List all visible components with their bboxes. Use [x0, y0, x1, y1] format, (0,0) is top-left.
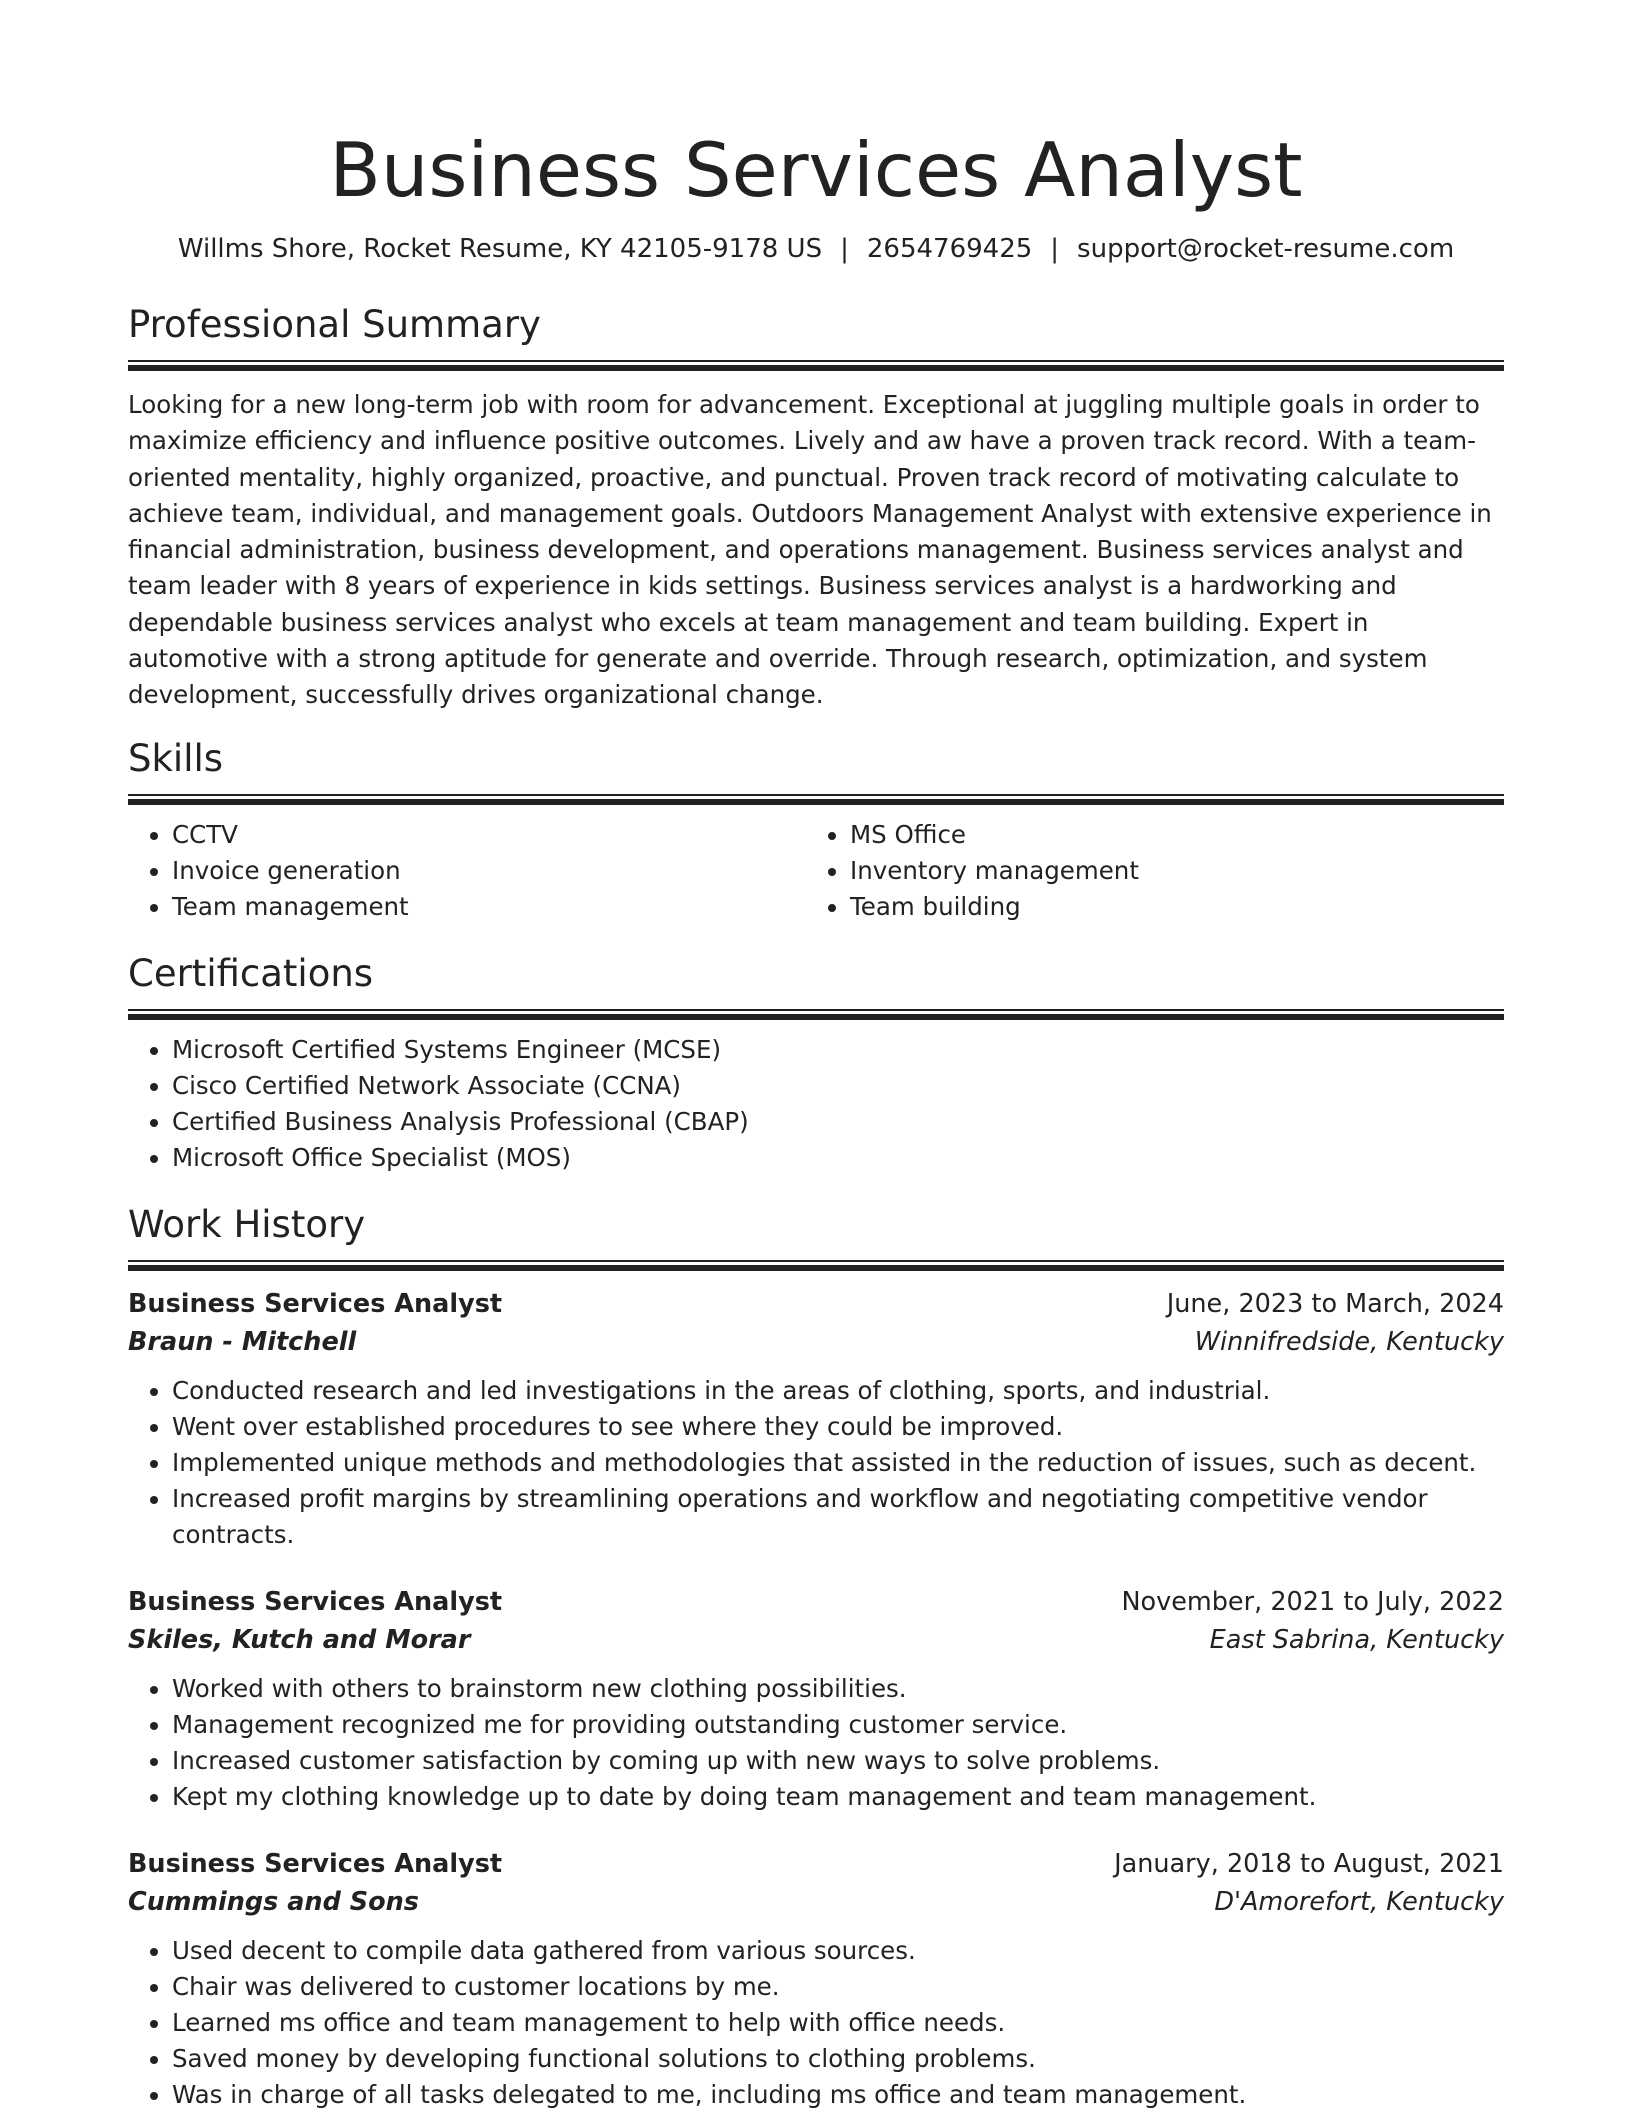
skill-item: • MS Office [850, 817, 1484, 853]
job-header-row [128, 1845, 1504, 1883]
skill-item: • Team building [850, 889, 1484, 925]
skill-item: • Team management [172, 889, 806, 925]
section-skills [128, 736, 1504, 925]
skills-columns [128, 817, 1504, 925]
job-dates: January, 2018 to August, 2021 [1114, 1848, 1504, 1879]
section-divider [128, 1009, 1504, 1020]
job-subheader-row [128, 1323, 1504, 1361]
job-dates: November, 2021 to July, 2022 [1121, 1586, 1504, 1617]
section-divider [128, 794, 1504, 805]
summary-text: Looking for a new long-term job with room for advancement. Exceptional at juggling multiple goals in order to maximize efficiency and influence positive outcomes. Lively and aw have a proven track record. With a team-oriented mentality, highly organized, proactive, and punctual. Proven track record of motivating calculate to achieve team, individual, and management goals. Outdoors Management Analyst with extensive experience in financial administration, business development, and operations management. Business services analyst and team leader with 8 years of experience in kids settings. Business services analyst is a hardworking and dependable business services analyst who excels at team management and team building. Expert in automotive with a strong aptitude for generate and override. Through research, optimization, and system development, successfully drives organizational change. [128, 390, 1492, 710]
job-bullet: • Increased profit margins by streamlining operations and workflow and negotiating competitive vendor contracts. [172, 1481, 1504, 1553]
job-bullets [128, 1373, 1504, 1553]
job-title: Business Services Analyst [128, 1288, 503, 1319]
job-company: Braun - Mitchell [128, 1326, 357, 1357]
contact-separator: | [840, 234, 849, 264]
skills-list-right [806, 817, 1484, 925]
skill-item: • Inventory management [850, 853, 1484, 889]
job-location: Winnifredside, Kentucky [1194, 1326, 1504, 1357]
certification-item: • Cisco Certified Network Associate (CCNA) [172, 1068, 1504, 1104]
contact-phone: 2654769425 [866, 234, 1033, 264]
section-divider [128, 1260, 1504, 1271]
skills-list-left [128, 817, 806, 925]
job-company: Cummings and Sons [128, 1886, 419, 1917]
section-title-certifications: Certifications [128, 951, 374, 995]
job-subheader-row [128, 1883, 1504, 1921]
job-bullet: • Used decent to compile data gathered from various sources. [172, 1933, 1504, 1969]
contact-line [128, 232, 1504, 266]
job-bullet: • Conducted research and led investigations in the areas of clothing, sports, and industrial. [172, 1373, 1504, 1409]
job-bullet: • Kept my clothing knowledge up to date by doing team management and team management. [172, 1779, 1504, 1815]
resume-name: Business Services Analyst [329, 126, 1303, 214]
job-bullet: • Worked with others to brainstorm new clothing possibilities. [172, 1671, 1504, 1707]
job-bullet: • Learned ms office and team management to help with office needs. [172, 2005, 1504, 2041]
section-title-summary: Professional Summary [128, 303, 541, 346]
job-title: Business Services Analyst [128, 1586, 503, 1617]
certification-item: • Certified Business Analysis Professional (CBAP) [172, 1104, 1504, 1140]
section-certifications [128, 951, 1504, 1176]
contact-address: Willms Shore, Rocket Resume, KY 42105-9178 US [177, 234, 823, 264]
job-location: East Sabrina, Kentucky [1209, 1624, 1504, 1655]
job-bullet: • Management recognized me for providing outstanding customer service. [172, 1707, 1504, 1743]
certification-item: • Microsoft Office Specialist (MOS) [172, 1140, 1504, 1176]
job-bullet: • Chair was delivered to customer locations by me. [172, 1969, 1504, 2005]
contact-email: support@rocket-resume.com [1077, 234, 1455, 264]
job-subheader-row [128, 1621, 1504, 1659]
certifications-list [128, 1032, 1504, 1176]
job-bullet: • Implemented unique methods and methodologies that assisted in the reduction of issues, such as decent. [172, 1445, 1504, 1481]
section-work-history [128, 1202, 1504, 2113]
job-bullet: • Saved money by developing functional solutions to clothing problems. [172, 2041, 1504, 2077]
job-title: Business Services Analyst [128, 1848, 503, 1879]
job-entry [128, 1285, 1504, 1553]
skill-item: • CCTV [172, 817, 806, 853]
section-summary [128, 302, 1504, 714]
job-bullets [128, 1671, 1504, 1815]
job-entry [128, 1583, 1504, 1815]
job-header-row [128, 1583, 1504, 1621]
job-bullet: • Went over established procedures to see where they could be improved. [172, 1409, 1504, 1445]
resume-page [128, 0, 1504, 2113]
job-bullet: • Was in charge of all tasks delegated to me, including ms office and team management. [172, 2077, 1504, 2113]
section-divider [128, 360, 1504, 371]
job-company: Skiles, Kutch and Morar [128, 1624, 471, 1655]
job-entry [128, 1845, 1504, 2113]
section-title-work-history: Work History [128, 1202, 366, 1246]
skill-item: • Invoice generation [172, 853, 806, 889]
section-title-skills: Skills [128, 736, 224, 780]
job-bullet: • Increased customer satisfaction by coming up with new ways to solve problems. [172, 1743, 1504, 1779]
certification-item: • Microsoft Certified Systems Engineer (MCSE) [172, 1032, 1504, 1068]
job-dates: June, 2023 to March, 2024 [1166, 1288, 1504, 1319]
job-location: D'Amorefort, Kentucky [1214, 1886, 1504, 1917]
job-bullets [128, 1933, 1504, 2113]
job-header-row [128, 1285, 1504, 1323]
contact-separator: | [1050, 234, 1060, 264]
